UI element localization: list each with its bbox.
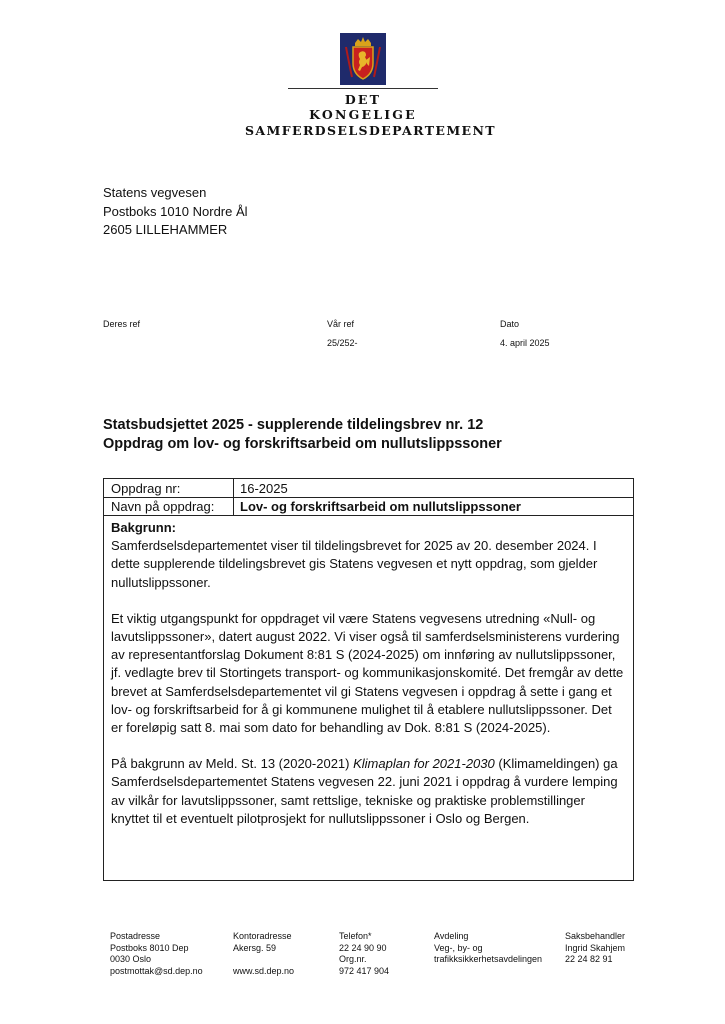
paragraph-3-part-b: (Klimameldingen) ga Samferdselsdepartementet Statens vegvesen 22. juni 2021 i oppdrag å vurdere lemping av vilkår for lavutslippssoner, samt rettslige, tekniske og praktiske problemstillinger knyttet til et eventuelt pilotprosjekt for nullutslippssoner i Oslo og Bergen. xyxy=(111,756,618,826)
footer-department-heading: Avdeling xyxy=(434,931,469,941)
footer-case-officer-heading: Saksbehandler xyxy=(565,931,626,941)
oppdrag-value: 16-2025 xyxy=(240,481,288,496)
paragraph-3 xyxy=(111,755,626,828)
footer-postal-box: Postboks 8010 Dep xyxy=(110,942,189,953)
deres-ref-label: Deres ref xyxy=(103,319,141,329)
footer-phone-heading: Telefon* xyxy=(339,931,372,941)
table-body xyxy=(111,519,626,846)
footer-department-line1: Veg-, by- og xyxy=(434,942,483,953)
footer-office-street: Akersg. 59 xyxy=(233,942,277,953)
recipient-city: 2605 LILLEHAMMER xyxy=(103,222,228,237)
footer-phone-number: 22 24 90 90 xyxy=(339,942,387,953)
letter-title xyxy=(103,416,502,453)
letterhead xyxy=(245,33,497,138)
footer-postal-city: 0030 Oslo xyxy=(110,954,152,964)
navn-value: Lov- og forskriftsarbeid om nullutslippssoner xyxy=(240,499,521,514)
var-ref-label: Vår ref xyxy=(327,319,355,329)
footer-orgnr-value: 972 417 904 xyxy=(339,965,390,976)
paragraph-3-italic: Klimaplan for 2021-2030 xyxy=(353,756,495,772)
footer-case-officer xyxy=(565,931,625,966)
recipient-address xyxy=(103,184,248,240)
footer-office-heading: Kontoradresse xyxy=(233,931,292,941)
title-line1: Statsbudsjettet 2025 - supplerende tildelingsbrev nr. 12 xyxy=(103,417,484,433)
footer-case-officer-name: Ingrid Skahjem xyxy=(565,942,626,953)
table-row-oppdrag xyxy=(104,479,633,498)
footer-department xyxy=(434,931,542,966)
footer-office-blank xyxy=(233,954,294,966)
footer-postal-heading: Postadresse xyxy=(110,931,161,941)
bakgrunn-label: Bakgrunn: xyxy=(111,520,176,535)
ministry-name-line2: SAMFERDSELSDEPARTEMENT xyxy=(245,123,497,138)
footer-office xyxy=(233,931,294,977)
recipient-name: Statens vegvesen xyxy=(103,185,207,200)
date-value: 4. april 2025 xyxy=(500,338,550,348)
footer-email: postmottak@sd.dep.no xyxy=(110,965,203,976)
title-line2: Oppdrag om lov- og forskriftsarbeid om nullutslippssoner xyxy=(103,435,502,452)
oppdrag-label: Oppdrag nr: xyxy=(111,481,181,496)
footer-postal xyxy=(110,931,203,977)
footer-orgnr-label: Org.nr. xyxy=(339,954,367,964)
footer-case-officer-phone: 22 24 82 91 xyxy=(565,954,613,964)
recipient-street: Postboks 1010 Nordre Ål xyxy=(103,203,248,219)
assignment-table xyxy=(103,478,634,881)
var-ref-value: 25/252- xyxy=(327,338,358,348)
footer-department-line2: trafikksikkerhetsavdelingen xyxy=(434,954,543,964)
footer-website: www.sd.dep.no xyxy=(233,965,295,976)
paragraph-1: Samferdselsdepartementet viser til tildelingsbrevet for 2025 av 20. desember 2024. I dette supplerende tildelingsbrevet gis Statens vegvesen et nytt oppdrag, som gjelder nullutslippssoner. xyxy=(111,538,598,590)
ministry-name-line1: DET KONGELIGE xyxy=(288,88,438,122)
footer-phone xyxy=(339,931,389,977)
table-row-navn xyxy=(104,497,633,516)
paragraph-2: Et viktig utgangspunkt for oppdraget vil være Statens vegvesens utredning «Null- og lavutslippssoner», datert august 2022. Vi viser også til samferdselsministerens vurdering av representantforslag Dokument 8:81 S (2024-2025) om innføring av nullutslippssoner, jf. vedlagte brev til Stortingets transport- og kommunikasjonskomité. Det fremgår av dette brevet at Samferdselsdepartementet vil gi Statens vegvesen i oppdrag å sette i gang et lov- og forskriftsarbeid for å gi kommunene mulighet til å etablere nullutslippssoner. Det er foreløpig satt 8. mai som dato for behandling av Dok. 8:81 S (2024-2025). xyxy=(111,610,624,736)
date-label: Dato xyxy=(500,319,520,329)
navn-label: Navn på oppdrag: xyxy=(111,499,215,514)
paragraph-3-part-a: På bakgrunn av Meld. St. 13 (2020-2021) xyxy=(111,756,354,772)
coat-of-arms-icon xyxy=(340,33,386,85)
